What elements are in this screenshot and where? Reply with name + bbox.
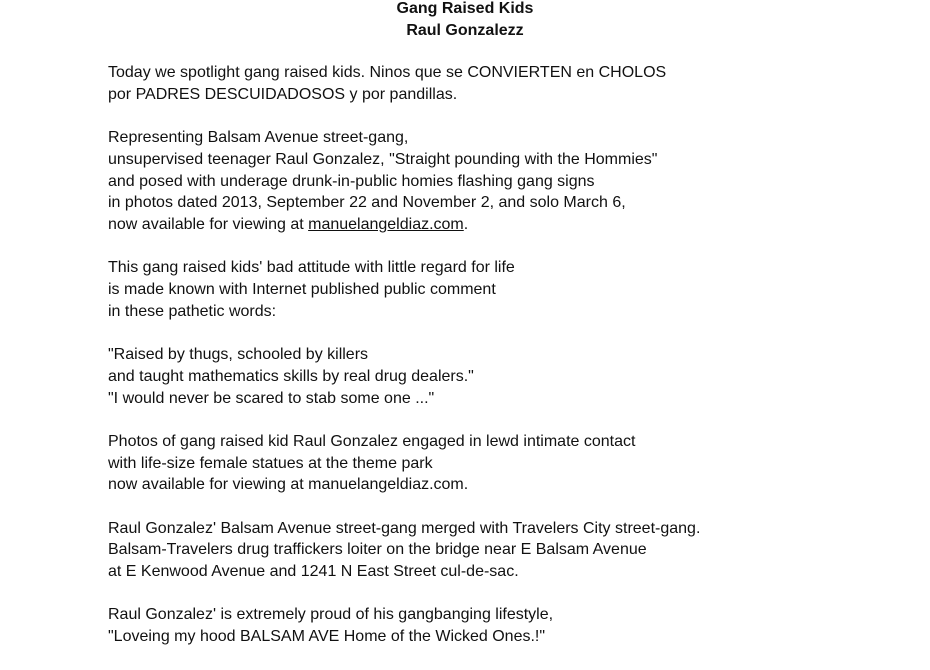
- link-suffix-text: .: [463, 215, 469, 233]
- text-line: "I would never be scared to stab some one ...": [108, 389, 435, 407]
- text-line: and taught mathematics skills by real drug dealers.": [108, 367, 474, 385]
- text-line: "Raised by thugs, schooled by killers: [108, 346, 369, 364]
- text-line: now available for viewing at manuelangeldiaz.com.: [108, 476, 469, 494]
- paragraph-intro: [108, 62, 908, 105]
- document-title: Gang Raised Kids: [396, 0, 534, 17]
- paragraph-photos: [108, 431, 908, 496]
- text-line: with life-size female statues at the theme park: [108, 454, 433, 472]
- text-line: Photos of gang raised kid Raul Gonzalez engaged in lewd intimate contact: [108, 432, 636, 450]
- text-line: at E Kenwood Avenue and 1241 N East Street cul-de-sac.: [108, 563, 519, 581]
- text-line: Today we spotlight gang raised kids. Ninos que se CONVIERTEN en CHOLOS: [108, 64, 667, 81]
- text-line: is made known with Internet published public comment: [108, 281, 496, 298]
- paragraph-merger: [108, 518, 908, 583]
- text-line: "Loveing my hood BALSAM AVE Home of the Wicked Ones.!": [108, 628, 546, 646]
- document-author: Raul Gonzalezz: [406, 22, 524, 39]
- text-line: Balsam-Travelers drug traffickers loiter on the bridge near E Balsam Avenue: [108, 541, 647, 559]
- text-line: Representing Balsam Avenue street-gang,: [108, 129, 409, 147]
- link-prefix-text: now available for viewing at: [108, 215, 309, 233]
- paragraph-lifestyle: [108, 604, 908, 647]
- text-line: unsupervised teenager Raul Gonzalez, "Straight pounding with the Hommies": [108, 150, 658, 168]
- article-body: [108, 62, 908, 670]
- website-link[interactable]: manuelangeldiaz.com: [308, 215, 464, 233]
- text-line: Raul Gonzalez' Balsam Avenue street-gang merged with Travelers City street-gang.: [108, 519, 701, 537]
- paragraph-quote: [108, 344, 908, 409]
- paragraph-representing: [108, 127, 908, 236]
- text-line: por PADRES DESCUIDADOSOS y por pandillas.: [108, 85, 458, 103]
- paragraph-attitude: [108, 257, 908, 322]
- text-line: Raul Gonzalez' is extremely proud of his gangbanging lifestyle,: [108, 606, 554, 624]
- text-line-with-link: [108, 214, 908, 236]
- text-line: in photos dated 2013, September 22 and November 2, and solo March 6,: [108, 194, 626, 212]
- text-line: and posed with underage drunk-in-public homies flashing gang signs: [108, 172, 595, 190]
- text-line: This gang raised kids' bad attitude with little regard for life: [108, 259, 515, 277]
- text-line: in these pathetic words:: [108, 302, 277, 320]
